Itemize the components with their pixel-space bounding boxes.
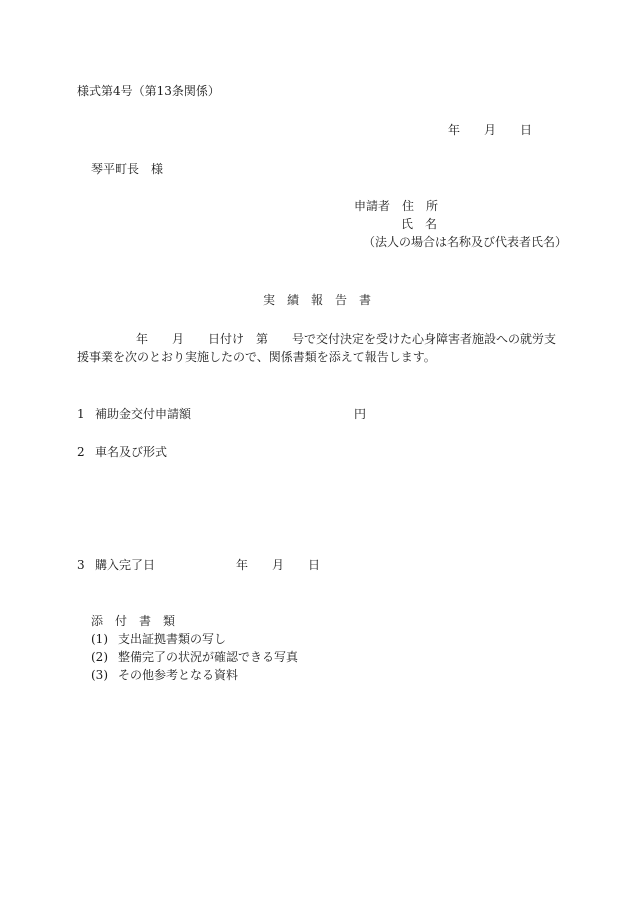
attachment-2-marker: (2)	[91, 650, 108, 664]
form-id: 様式第4号（第13条関係）	[77, 84, 220, 98]
body-text-line1: 年 月 日付け 第 号で交付決定を受けた心身障害者施設への就労支	[136, 332, 557, 346]
applicant-note: （法人の場合は名称及び代表者氏名）	[363, 235, 568, 249]
applicant-address-label: 申請者 住 所	[354, 199, 439, 213]
item-2-number: 2	[77, 445, 85, 459]
attachments-heading: 添 付 書 類	[91, 614, 176, 628]
item-3-label: 購入完了日	[95, 558, 156, 572]
attachment-3-marker: (3)	[91, 668, 108, 682]
attachment-3-text: その他参考となる資料	[118, 668, 239, 682]
report-date: 年 月 日	[448, 123, 533, 137]
item-1-number: 1	[77, 407, 85, 421]
applicant-name-label: 氏 名	[401, 217, 438, 231]
item-1-label: 補助金交付申請額	[95, 407, 192, 421]
addressee: 琴平町長 様	[91, 162, 164, 176]
document-title: 実 績 報 告 書	[263, 293, 372, 307]
body-text-line2: 援事業を次のとおり実施したので、関係書類を添えて報告します。	[77, 350, 436, 364]
attachment-1-marker: (1)	[91, 632, 108, 646]
attachment-2-text: 整備完了の状況が確認できる写真	[118, 650, 299, 664]
item-1-unit: 円	[354, 407, 367, 421]
item-3-number: 3	[77, 558, 85, 572]
item-3-date: 年 月 日	[236, 558, 321, 572]
item-2-label: 車名及び形式	[95, 445, 168, 459]
attachment-1-text: 支出証拠書類の写し	[118, 632, 227, 646]
